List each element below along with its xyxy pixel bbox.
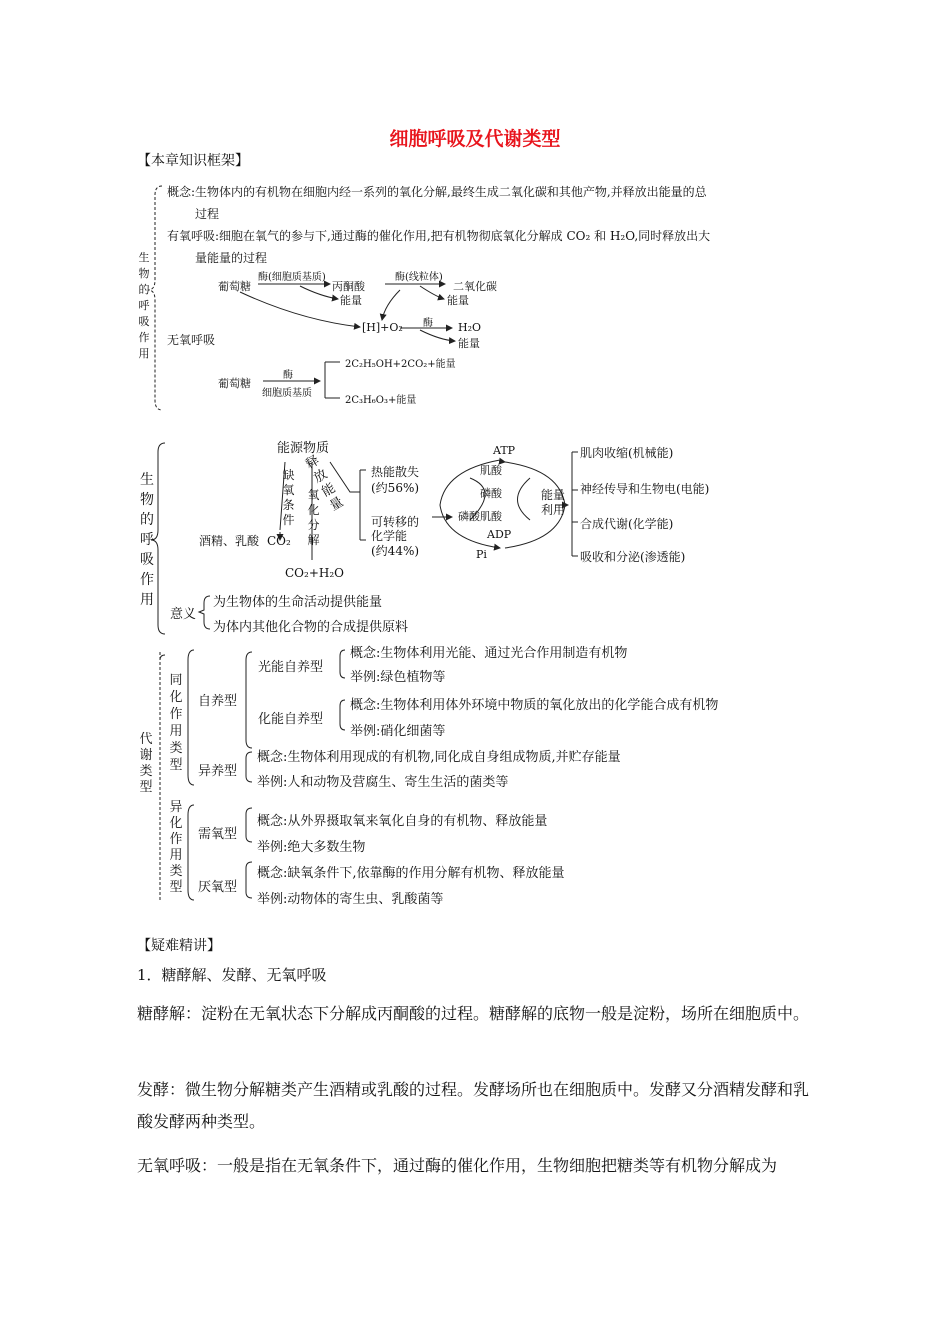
- anoxic-condition: 缺氧条件: [282, 468, 295, 527]
- hetero-concept: 概念:生物体利用现成的有机物,同化成自身组成物质,并贮存能量: [257, 750, 621, 765]
- section-difficult: 【疑难精讲】: [137, 938, 221, 954]
- chemo-concept: 概念:生物体利用体外环境中物质的氧化放出的化学能合成有机物: [350, 698, 719, 713]
- energy-label: 能量: [447, 294, 469, 307]
- hetero-example: 举例:人和动物及营腐生、寄生生活的菌类等: [257, 775, 509, 790]
- energy-vertical-label: 生物的呼吸作用: [140, 472, 154, 608]
- paragraph-glycolysis: 糖酵解：淀粉在无氧状态下分解成丙酮酸的过程。糖酵解的底物一般是淀粉，场所在细胞质中。: [137, 1004, 810, 1023]
- glucose-label: 葡萄糖: [218, 377, 251, 390]
- energy-label: 能量: [340, 294, 362, 307]
- phosphocreatine-label: 磷酸肌酸: [458, 510, 502, 523]
- respiration-vertical-label: 生物的呼吸作用: [138, 251, 150, 360]
- metabolism-label: 代谢类型: [139, 732, 153, 795]
- concept-line2: 过程: [195, 207, 220, 221]
- enzyme-label: 酶(线粒体): [395, 272, 443, 283]
- anaerobic-product-2: 2C₃H₆O₃+能量: [345, 395, 417, 406]
- aerobe-example: 举例:绝大多数生物: [257, 840, 366, 855]
- oxidative-decomposition: 氧化分解: [307, 488, 320, 547]
- meaning-2: 为体内其他化合物的合成提供原料: [213, 620, 409, 635]
- heat-loss: 热能散失: [371, 465, 420, 479]
- photo-concept: 概念:生物体利用光能、通过光合作用制造有机物: [350, 646, 628, 661]
- creatine-label: 肌酸: [480, 464, 502, 477]
- aerobe-label: 需氧型: [198, 827, 238, 842]
- meaning-label: 意义: [170, 607, 197, 622]
- page-title: 细胞呼吸及代谢类型: [389, 128, 561, 150]
- atp-label: ATP: [493, 444, 516, 457]
- use-nerve: 神经传导和生物电(电能): [580, 482, 710, 496]
- dissimilation-label: 异化作用类型: [169, 800, 183, 895]
- chemical-energy: 化学能: [371, 529, 408, 543]
- co2-h2o-text: CO₂+H₂O: [285, 566, 344, 580]
- h2o-label: H₂O: [458, 321, 482, 334]
- release-energy: 释放能量: [303, 453, 347, 515]
- adp-label: ADP: [487, 528, 512, 541]
- heading-1: 1．糖酵解、发酵、无氧呼吸: [137, 966, 327, 984]
- autotroph-label: 自养型: [198, 694, 238, 709]
- chemo-example: 举例:硝化细菌等: [350, 724, 446, 739]
- use-anabolism: 合成代谢(化学能): [580, 517, 674, 531]
- energy-label: 能量: [458, 337, 480, 350]
- anaerobic-label: 无氧呼吸: [167, 333, 216, 347]
- enzyme-label: 酶: [423, 318, 433, 329]
- aerobic-line1: 有氧呼吸:细胞在氧气的参与下,通过酶的催化作用,把有机物彻底氧化分解成 CO₂ 和 H₂O,同时释放出大: [167, 229, 711, 243]
- anaerobe-label: 厌氧型: [198, 880, 238, 895]
- cytoplasm-label: 细胞质基质: [262, 388, 312, 399]
- heat-percent: (约56%): [371, 481, 420, 495]
- aerobic-line2: 量能量的过程: [195, 251, 268, 265]
- pyruvate-label: 丙酮酸: [332, 280, 365, 293]
- anaerobic-product-1: 2C₂H₅OH+2CO₂+能量: [345, 359, 456, 370]
- co2-text: CO₂: [267, 534, 291, 548]
- assimilation-label: 同化作用类型: [169, 673, 183, 773]
- energy-source: 能源物质: [277, 441, 330, 456]
- heterotroph-label: 异养型: [198, 764, 238, 779]
- photoautotroph: 光能自养型: [258, 660, 324, 675]
- use-muscle: 肌肉收缩(机械能): [580, 446, 674, 460]
- alcohol-lactic: 酒精、乳酸: [199, 534, 260, 548]
- section-framework: 【本章知识框架】: [137, 153, 249, 169]
- anaerobe-concept: 概念:缺氧条件下,依靠酶的作用分解有机物、释放能量: [257, 866, 565, 881]
- glucose-label: 葡萄糖: [218, 280, 251, 293]
- enzyme-label: 酶: [283, 370, 293, 381]
- anaerobe-example: 举例:动物体的寄生虫、乳酸菌等: [257, 892, 444, 907]
- energy-utilization: 能量利用: [541, 488, 566, 517]
- meaning-1: 为生物体的生命活动提供能量: [213, 595, 383, 610]
- h-o2-label: [H]+O₂: [362, 321, 403, 334]
- paragraph-anaerobic: 无氧呼吸：一般是指在无氧条件下，通过酶的催化作用，生物细胞把糖类等有机物分解成为: [137, 1156, 778, 1175]
- use-absorption: 吸收和分泌(渗透能): [580, 550, 686, 564]
- co2-label: 二氧化碳: [453, 280, 497, 293]
- photo-example: 举例:绿色植物等: [350, 670, 446, 685]
- enzyme-label: 酶(细胞质基质): [258, 272, 326, 283]
- chem-percent: (约44%): [371, 544, 420, 558]
- aerobe-concept: 概念:从外界摄取氧来氧化自身的有机物、释放能量: [257, 814, 548, 829]
- paragraph-fermentation: 发酵：微生物分解糖类产生酒精或乳酸的过程。发酵场所也在细胞质中。发酵又分酒精发酵和乳酸发酵两种类型。: [137, 1080, 810, 1131]
- concept-line1: 概念:生物体内的有机物在细胞内经一系列的氧化分解,最终生成二氧化碳和其他产物,并释放出能量的总: [167, 185, 707, 199]
- phosphate-label: 磷酸: [480, 487, 502, 500]
- transferable: 可转移的: [371, 515, 420, 529]
- chemoautotroph: 化能自养型: [258, 712, 324, 727]
- pi-label: Pi: [476, 548, 487, 561]
